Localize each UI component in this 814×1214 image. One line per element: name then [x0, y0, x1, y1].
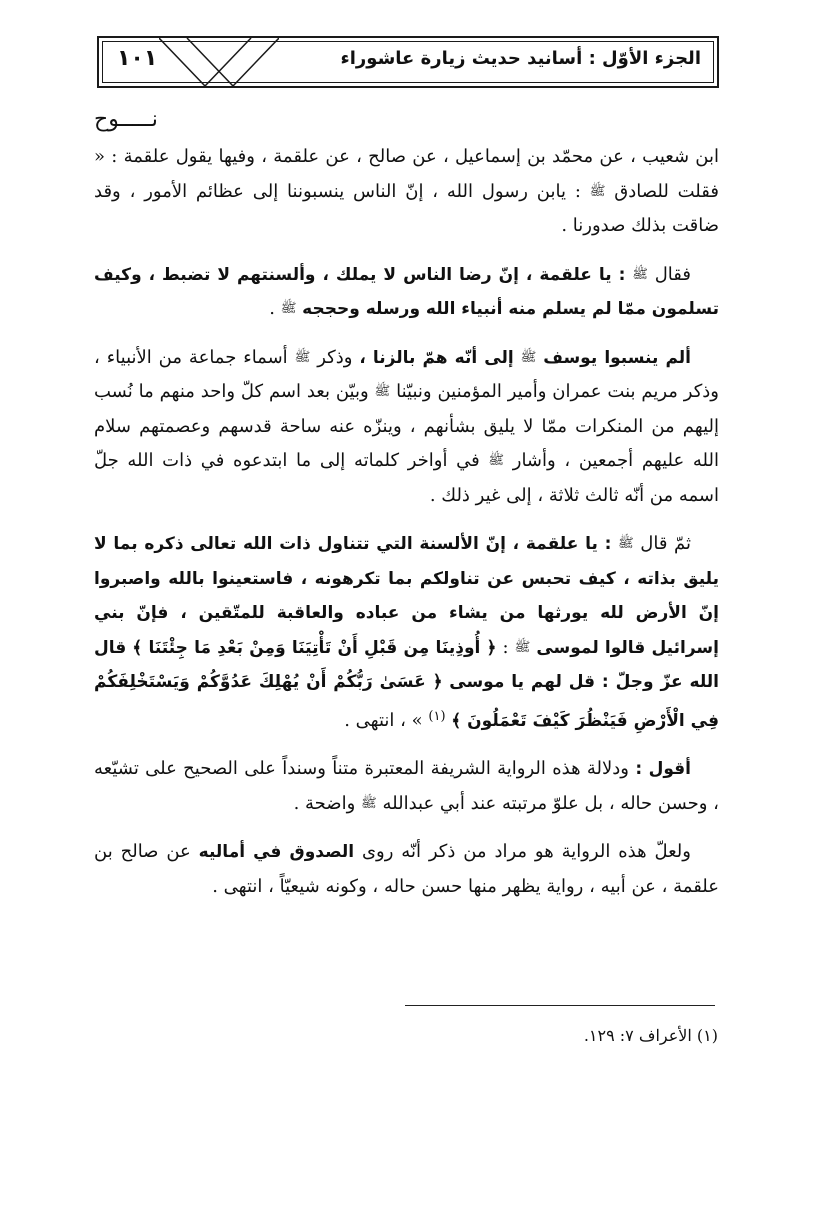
honorific-mark: ﷺ [374, 384, 391, 399]
honorific-mark: ﷺ [280, 301, 297, 316]
section-title-row [94, 100, 719, 140]
paragraph-3-text-d: في أواخر كلماته إلى ما ابتدعوه في ذات الله جلّ اسمه من أنّه ثالث ثلاثة ، إلى غير ذلك . [94, 450, 719, 506]
paragraph-2: فقال ﷺ : يا علقمة ، إنّ رضا الناس لا يملك ، وألسنتهم لا تضبط ، وكيف تسلمون ممّا لم يسلم منه أنبياء الله ورسله وحججه ﷺ . [94, 263, 719, 319]
paragraph-1-quote-open: « فقلت للصادق [94, 146, 719, 202]
paragraph-4-lead: ثمّ قال [640, 533, 691, 554]
paragraph-4-quote: : يا علقمة ، إنّ الألسنة التي تتناول ذات الله تعالى ذكره بما لا يليق بذاته ، كيف تحبس عن تناولكم بما تكرهونه ، فاستعينوا بالله واصبروا إنّ الأرض لله يورثها من يشاء من عباده والعاقبة للمتّقين ، فإنّ بني إسرائيل قالوا لموسى [94, 534, 719, 658]
header-diagonal-ornament [159, 38, 279, 86]
honorific-mark: ﷺ [520, 349, 537, 365]
quran-verse-1: ﴿ أُوذِينَا مِن قَبْلِ أَنْ تَأْتِيَنَا وَمِنْ بَعْدِ مَا جِئْتَنَا ﴾ [132, 637, 497, 658]
paragraph-4-text: قال الله عزّ وجلّ : قل لهم يا موسى [94, 637, 720, 692]
section-title: نـــــوح [94, 107, 158, 132]
paragraph-4-end: » ، انتهى . [344, 709, 423, 731]
paragraph-6-text-a: ولعلّ هذه الرواية هو مراد من ذكر أنّه روى [361, 841, 691, 862]
paragraph-6-text-b: عن صالح بن علقمة ، عن أبيه ، رواية يظهر منها حسن حاله ، وكونه شيعيّاً ، انتهى . [94, 841, 719, 897]
paragraph-3 [94, 341, 719, 514]
paragraph-3-text-b: أسماء جماعة من الأنبياء ، وذكر مريم بنت عمران وأمير المؤمنين ونبيّنا [94, 346, 719, 402]
honorific-mark: ﷺ [294, 349, 311, 365]
honorific-mark: ﷺ [617, 536, 634, 551]
running-header [97, 36, 719, 88]
paragraph-5-lead: أقول : [635, 759, 691, 779]
paragraph-6 [94, 835, 719, 904]
honorific-mark: ﷺ [632, 266, 648, 282]
paragraph-2-quote: : يا علقمة ، إنّ رضا الناس لا يملك ، وألسنتهم لا تضبط ، وكيف تسلمون ممّا لم يسلم منه أنبياء الله ورسله وحججه [94, 264, 719, 319]
footnote-separator [405, 1005, 715, 1006]
paragraph-3-text-a: وذكر [317, 346, 353, 368]
page-number: ١٠١ [117, 46, 158, 71]
paragraph-1 [94, 140, 719, 244]
honorific-mark: ﷺ [514, 639, 531, 655]
footnote: (١) الأعراف ٧: ١٢٩. [583, 1026, 718, 1045]
paragraph-3-bold: إلى أنّه همّ بالزنا ، [359, 347, 514, 368]
honorific-mark: ﷺ [589, 183, 606, 199]
paragraph-1-quote-body: : يابن رسول الله ، إنّ الناس ينسبوننا إلى عظائم الأمور ، وقد ضاقت بذلك صدورنا . [94, 180, 719, 236]
paragraph-2-lead: فقال [654, 263, 691, 285]
paragraph-4: ثمّ قال ﷺ : يا علقمة ، إنّ الألسنة التي تتناول ذات الله تعالى ذكره بما لا يليق بذاته ، كيف تحبس عن تناولكم بما تكرهونه ، فاستعينوا بالله واصبروا إنّ الأرض لله يورثها من يشاء من عباده والعاقبة للمتّقين ، فإنّ بني إسرائيل قالوا لموسى ﷺ : ﴿ أُوذِينَا مِن قَبْلِ أَنْ تَأْتِيَنَا وَمِنْ بَعْدِ مَا جِئْتَنَا ﴾ قال الله عزّ وجلّ : قل لهم يا موسى ﴿ عَسَىٰ رَبُّكُمْ أَنْ يُهْلِكَ عَدُوَّكُمْ وَيَسْتَخْلِفَكُمْ فِي الْأَرْضِ فَيَنْظُرَ كَيْفَ تَعْمَلُونَ ﴾ $^{(١)}$ » ، انتهى . [94, 533, 720, 731]
paragraph-3-text-c: وبيّن بعد اسم كلّ واحد منهم ما نُسب إليهم من المنكرات ممّا لا يليق بشأنهم ، وينزّه عنه ساحة قدسهم وعصمتهم سلام الله عليهم أجمعين ، وأشار [94, 381, 719, 471]
honorific-mark: ﷺ [361, 795, 377, 811]
paragraph-5 [94, 752, 719, 821]
paragraph-5-end: واضحة . [293, 792, 356, 814]
paragraph-1-text: ابن شعيب ، عن محمّد بن إسماعيل ، عن صالح ، عن علقمة ، وفيها يقول علقمة : [111, 146, 719, 167]
honorific-mark: ﷺ [488, 453, 505, 468]
paragraph-3-lead: ألم ينسبوا يوسف [543, 347, 691, 368]
body-text [94, 100, 719, 904]
header-title: الجزء الأوّل : أسانيد حديث زيارة عاشوراء [340, 48, 701, 69]
quran-verse-2: ﴿ عَسَىٰ رَبُّكُمْ أَنْ يُهْلِكَ عَدُوَّكُمْ وَيَسْتَخْلِفَكُمْ فِي الْأَرْضِ فَيَنْظُرَ كَيْفَ تَعْمَلُونَ ﴾ [94, 672, 719, 731]
footnote-ref: (١) [428, 708, 446, 724]
paragraph-5-text: ودلالة هذه الرواية الشريفة المعتبرة متناً وسنداً على الصحيح على تشيّعه ، وحسن حاله ، بل علوّ مرتبته عند أبي عبدالله [94, 758, 719, 814]
paragraph-6-source: الصدوق في أماليه [198, 842, 355, 862]
